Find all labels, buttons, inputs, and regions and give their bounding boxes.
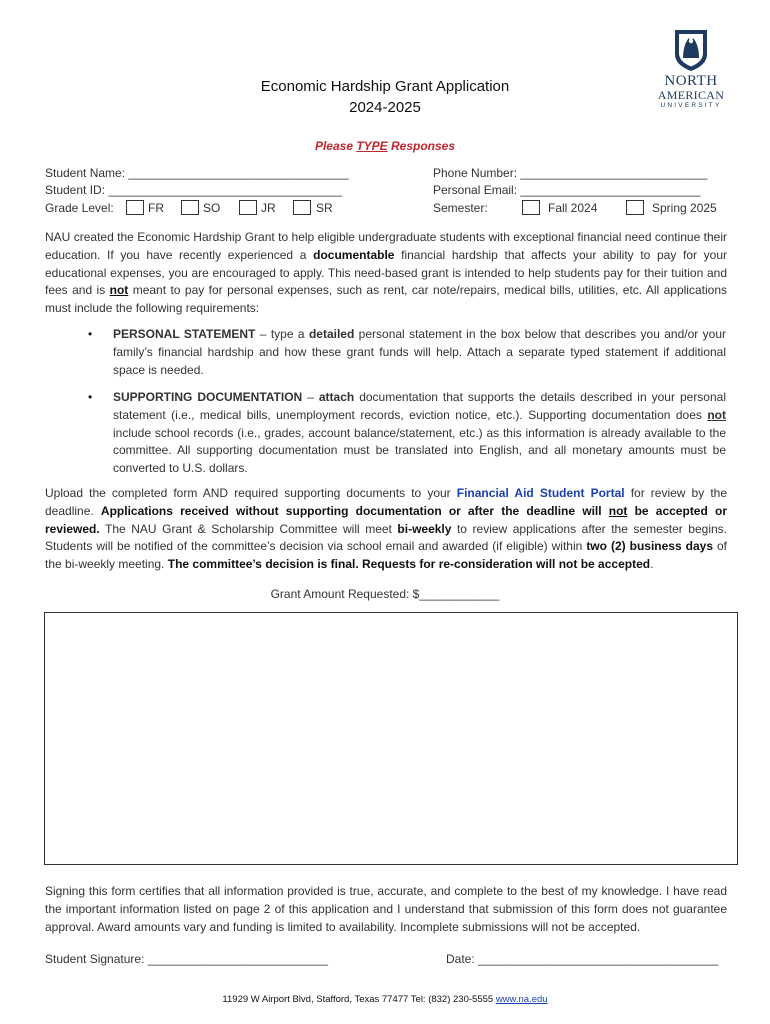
type-note-word: TYPE bbox=[356, 139, 388, 153]
semester-fall-checkbox[interactable] bbox=[522, 200, 540, 215]
semester-fall-label: Fall 2024 bbox=[548, 201, 598, 215]
student-id-field[interactable]: Student ID: ___________________________________ bbox=[45, 183, 342, 197]
grade-sr-checkbox[interactable] bbox=[293, 200, 311, 215]
semester-spring-label: Spring 2025 bbox=[652, 201, 717, 215]
logo-text-university: UNIVERSITY bbox=[660, 102, 722, 109]
form-title: Economic Hardship Grant Application bbox=[260, 78, 510, 95]
personal-statement-requirement: PERSONAL STATEMENT – type a detailed personal statement in the box below that describes you and/or your family’s financial hardship and how these grant funds will help. Attach a separate typed statement if additional space is needed. bbox=[113, 327, 726, 377]
grade-jr-label: JR bbox=[261, 201, 276, 215]
grade-sr-label: SR bbox=[316, 201, 333, 215]
personal-statement-box[interactable] bbox=[44, 612, 738, 865]
grade-so-label: SO bbox=[203, 201, 221, 215]
student-signature-field[interactable]: Student Signature: ___________________________ bbox=[45, 952, 328, 966]
financial-aid-portal-link[interactable]: Financial Aid Student Portal bbox=[456, 486, 625, 500]
form-year: 2024-2025 bbox=[349, 99, 421, 116]
grant-amount-field[interactable]: Grant Amount Requested: $____________ bbox=[270, 587, 500, 601]
type-responses-note bbox=[250, 139, 520, 153]
website-link[interactable]: www.na.edu bbox=[495, 994, 548, 1005]
grade-level-label: Grade Level: bbox=[45, 201, 114, 215]
certification-text: Signing this form certifies that all information provided is true, accurate, and complete to the best of my knowledge. I have read the important information listed on page 2 of this application and I understand that submission of this form does not guarantee approval. Award amounts vary and funding is limited to availability. Incomplete submissions will not be accepted. bbox=[45, 884, 727, 934]
bullet-dot: • bbox=[88, 390, 93, 404]
personal-email-field[interactable]: Personal Email: ___________________________ bbox=[433, 183, 701, 197]
grade-jr-checkbox[interactable] bbox=[239, 200, 257, 215]
intro-paragraph: NAU created the Economic Hardship Grant to help eligible undergraduate students with exceptional financial need continue their education. If you have recently experienced a documentable financial hardship that affects your ability to pay for your educational expenses, you are encouraged to apply. This need-based grant is intended to help students pay for their tuition and fees and is not meant to pay for personal expenses, such as rent, car note/repairs, medical bills, utilities, etc. All applications must include the following requirements: bbox=[45, 230, 727, 316]
footer-address: 11929 W Airport Blvd, Stafford, Texas 77477 Tel: (832) 230-5555 www.na.edu bbox=[222, 994, 548, 1005]
date-field[interactable]: Date: ____________________________________ bbox=[446, 952, 719, 966]
upload-instructions: Upload the completed form AND required supporting documents to your Financial Aid Student Portal for review by the deadline. Applications received without supporting documentation or after the deadline will not be accepted or reviewed. The NAU Grant & Scholarship Committee will meet bi-weekly to review applications after the semester begins. Students will be notified of the committee’s decision via school email and awarded (if eligible) within two (2) business days of the bi-weekly meeting. The committee’s decision is final. Requests for re-consideration will not be accepted. bbox=[45, 486, 728, 572]
grade-fr-checkbox[interactable] bbox=[126, 200, 144, 215]
university-logo bbox=[652, 28, 730, 110]
semester-label: Semester: bbox=[433, 201, 488, 215]
student-name-field[interactable]: Student Name: _________________________________ bbox=[45, 166, 349, 180]
shield-crest-icon bbox=[673, 28, 709, 72]
bullet-dot: • bbox=[88, 327, 93, 341]
logo-text-north: NORTH bbox=[664, 73, 718, 89]
type-note-suffix: Responses bbox=[387, 139, 456, 153]
logo-text-american: AMERICAN bbox=[657, 88, 725, 102]
phone-number-field[interactable]: Phone Number: ____________________________ bbox=[433, 166, 708, 180]
supporting-documentation-requirement: SUPPORTING DOCUMENTATION – attach documentation that supports the details described in your personal statement (i.e., medical bills, unemployment records, eviction notice, etc.). Supporting documentation does not include school records (i.e., grades, account balance/statement, etc.) as this information is already available to the committee. All supporting documentation must be translated into English, and all monetary amounts must be converted to U.S. dollars. bbox=[113, 390, 726, 476]
type-note-prefix: Please bbox=[314, 139, 357, 153]
semester-spring-checkbox[interactable] bbox=[626, 200, 644, 215]
grade-so-checkbox[interactable] bbox=[181, 200, 199, 215]
grade-fr-label: FR bbox=[148, 201, 164, 215]
